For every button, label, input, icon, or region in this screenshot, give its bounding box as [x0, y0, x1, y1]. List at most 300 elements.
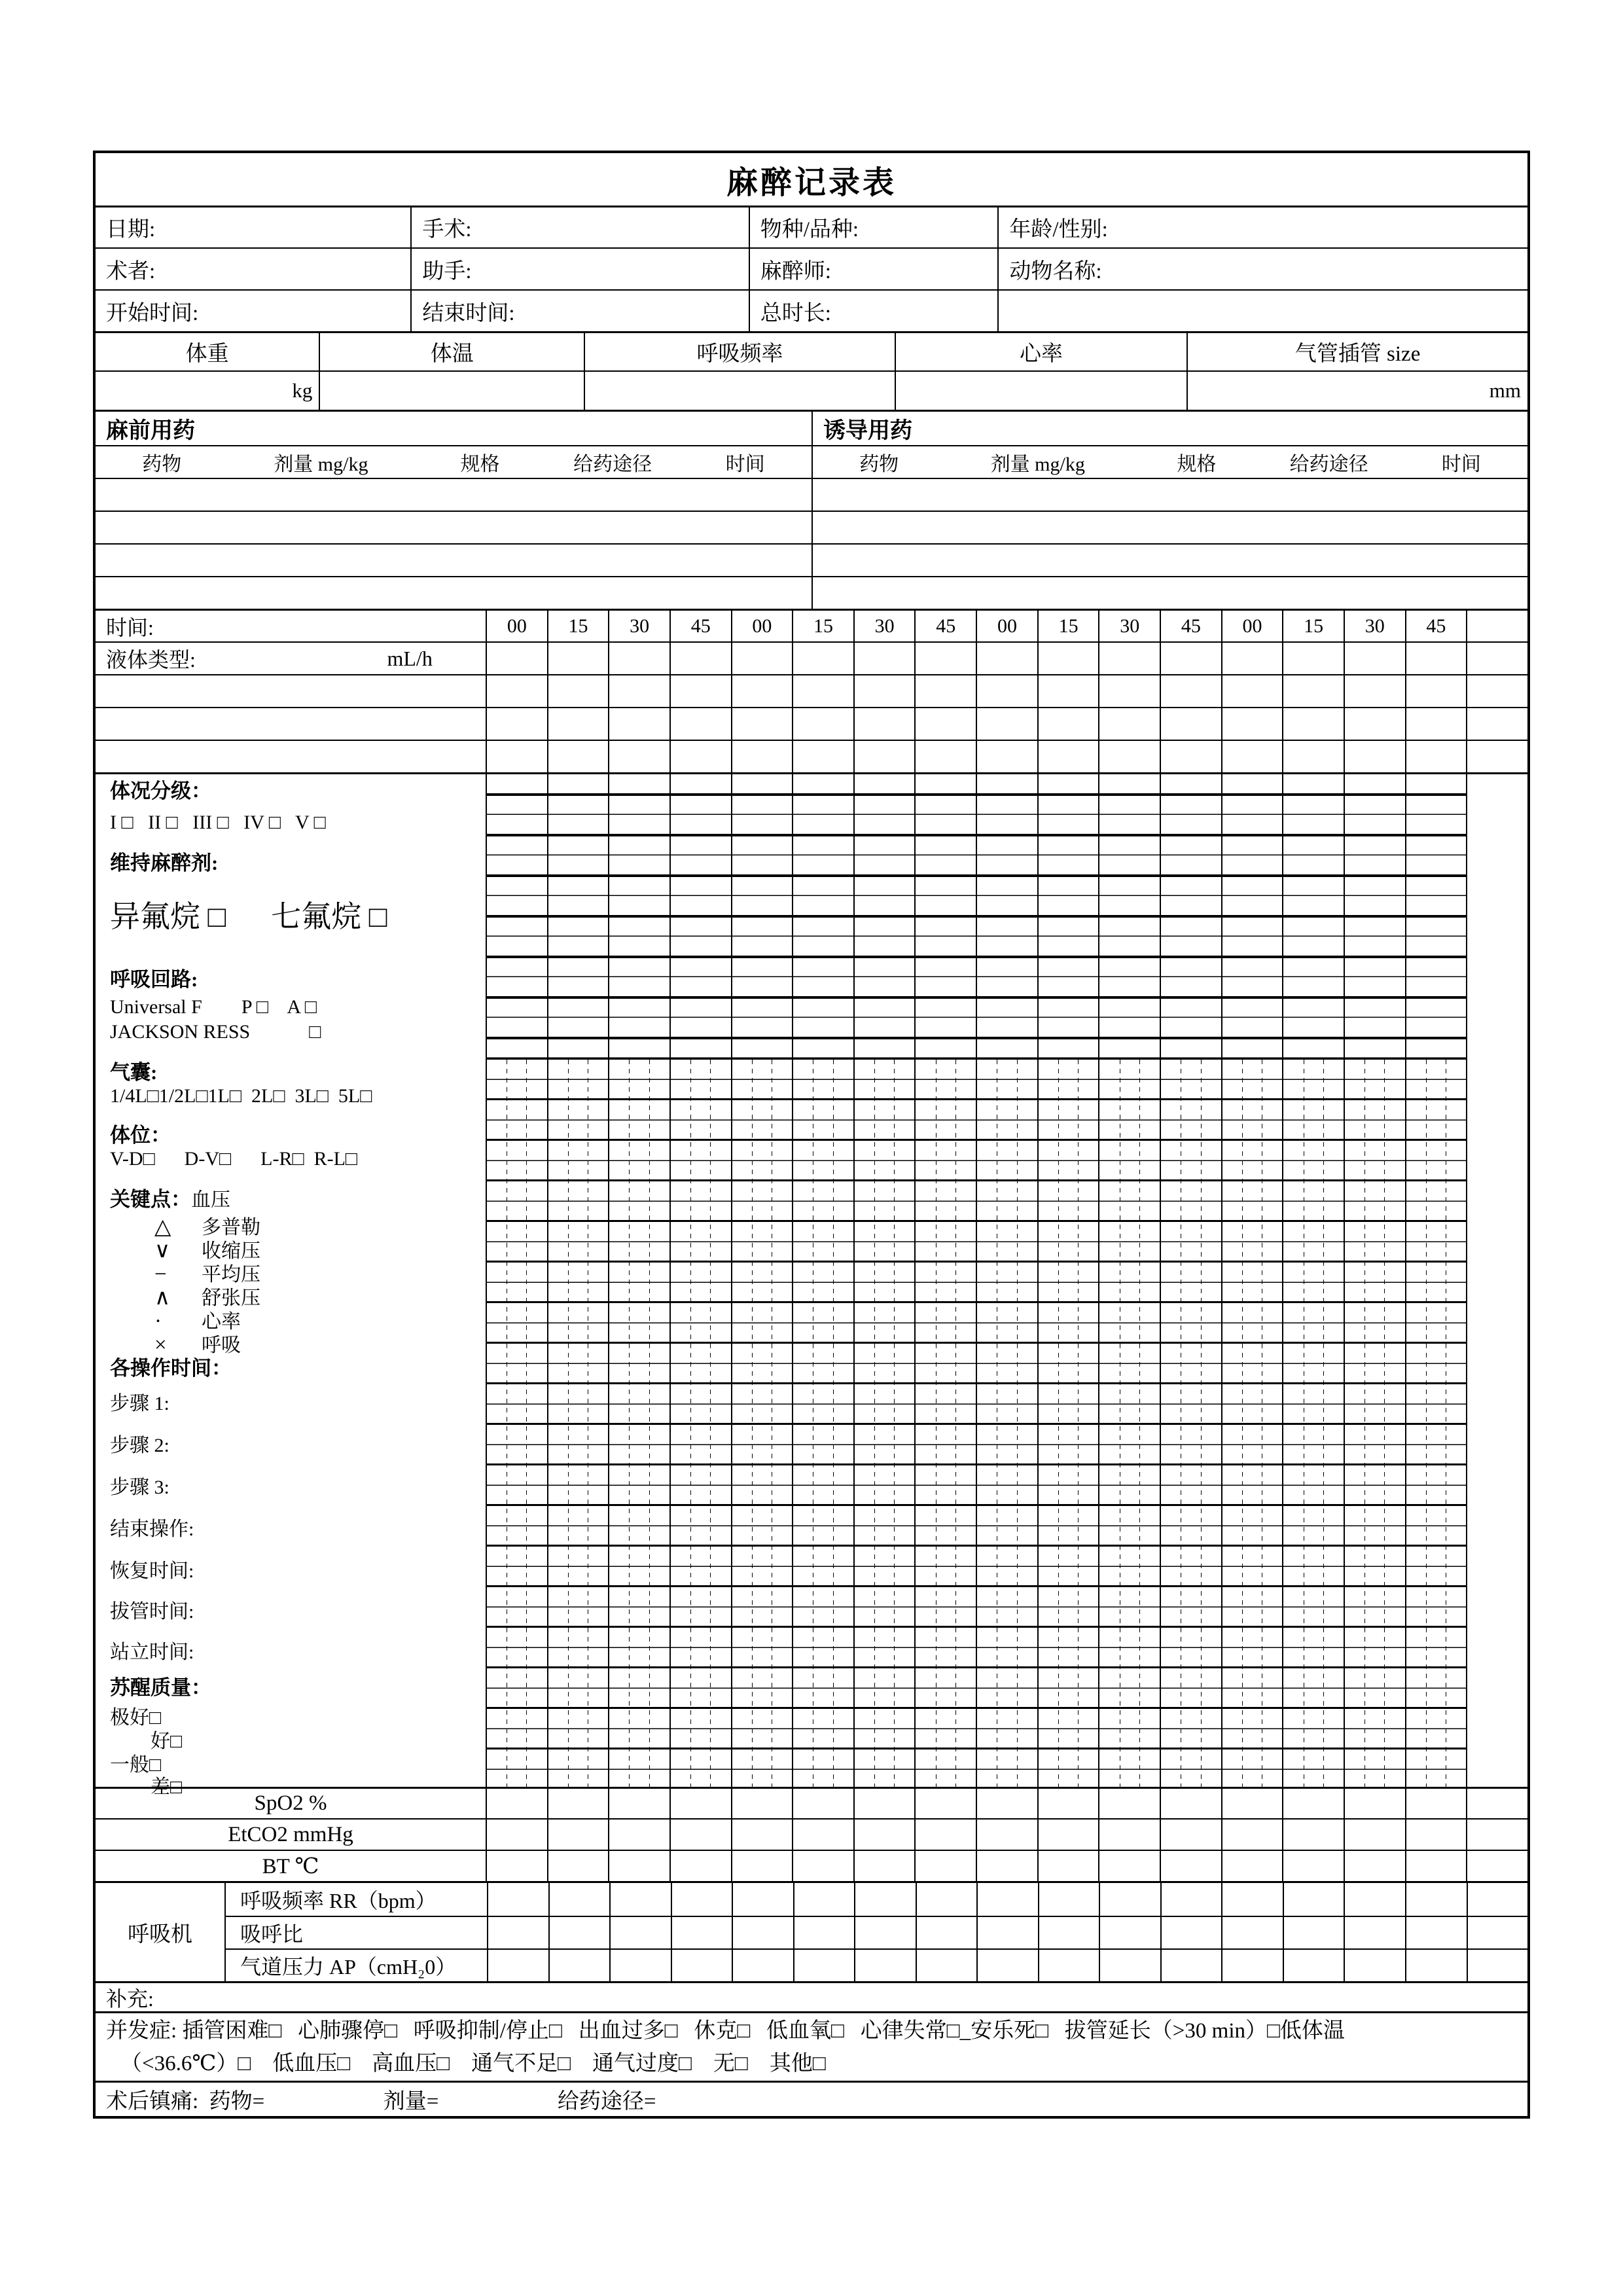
bt-entry-cell[interactable] [486, 1851, 547, 1881]
ventilator-ap-cell[interactable] [1038, 1950, 1099, 1981]
vitals-grid-area[interactable] [916, 1058, 976, 1787]
etco2-entry-cell[interactable] [1344, 1820, 1405, 1850]
sidebar-item[interactable]: 一般□ [110, 1754, 162, 1776]
vitals-grid-area[interactable] [732, 1058, 793, 1787]
spo2-entry-cell[interactable] [792, 1789, 853, 1818]
fluid-entry-cell[interactable] [731, 643, 793, 674]
spo2-entry-cell[interactable] [976, 1789, 1037, 1818]
percent-grid-area[interactable] [855, 774, 915, 1058]
sidebar-item[interactable]: 好□ [151, 1731, 183, 1752]
sidebar-item[interactable]: ∧ 舒张压 [154, 1286, 260, 1310]
vitals-grid-area[interactable] [855, 1058, 915, 1787]
percent-grid-area[interactable] [487, 774, 547, 1058]
percent-grid-area[interactable] [1406, 774, 1467, 1058]
infusion-entry-cell[interactable] [731, 675, 793, 707]
chart-grid-column[interactable] [486, 774, 547, 1787]
fluid-entry-cell[interactable] [792, 643, 853, 674]
sidebar-item[interactable]: 步骤 2: [110, 1435, 169, 1456]
complications-line-1[interactable]: 并发症: 插管困难□ 心肺骤停□ 呼吸抑制/停止□ 出血过多□ 休克□ 低血氧□ 心律失常□_安乐死□ 拔管延长（>30 min）□低体温 [106, 2018, 1345, 2043]
infusion-entry-cell[interactable] [669, 675, 731, 707]
ventilator-ap-cell[interactable] [487, 1950, 548, 1981]
ventilator-rr-cell[interactable] [1221, 1883, 1283, 1916]
infusion-entry-cell[interactable] [853, 708, 915, 740]
info-field[interactable]: 手术: [410, 207, 748, 247]
vitals-grid-area[interactable] [1345, 1058, 1405, 1787]
sidebar-item[interactable]: 差□ [151, 1776, 183, 1798]
vitals-value-field[interactable]: mm [1186, 372, 1527, 410]
infusion-entry-cell[interactable] [853, 675, 915, 707]
bt-entry-cell[interactable] [914, 1851, 976, 1881]
fluid-entry-cell[interactable] [1098, 643, 1160, 674]
bt-entry-cell[interactable] [669, 1851, 731, 1881]
etco2-entry-cell[interactable] [1098, 1820, 1160, 1850]
sidebar-item[interactable]: V-D□ D-V□ L-R□ R-L□ [110, 1148, 358, 1170]
sidebar-item[interactable]: 步骤 1: [110, 1393, 169, 1414]
chart-grid-column[interactable] [1160, 774, 1221, 1787]
infusion-entry-cell[interactable] [1466, 708, 1527, 740]
bt-entry-cell[interactable] [1221, 1851, 1283, 1881]
fluid-entry-cell[interactable] [1466, 643, 1527, 674]
ventilator-rr-cell[interactable] [1038, 1883, 1099, 1916]
infusion-label-cell[interactable] [96, 675, 486, 707]
percent-grid-area[interactable] [793, 774, 853, 1058]
fluid-entry-cell[interactable] [547, 643, 609, 674]
premed-entry-cell[interactable] [96, 512, 812, 543]
vitals-grid-area[interactable] [609, 1058, 669, 1787]
ventilator-rr-cell[interactable] [671, 1883, 732, 1916]
infusion-entry-cell[interactable] [547, 675, 609, 707]
fluid-entry-cell[interactable] [853, 643, 915, 674]
sidebar-item[interactable]: 呼吸回路: [110, 968, 198, 991]
etco2-entry-cell[interactable] [792, 1820, 853, 1850]
infusion-entry-cell[interactable] [1282, 741, 1344, 772]
spo2-entry-cell[interactable] [1344, 1789, 1405, 1818]
sidebar-item[interactable]: 结束操作: [110, 1518, 194, 1540]
bt-entry-cell[interactable] [1405, 1851, 1467, 1881]
infusion-entry-cell[interactable] [1098, 675, 1160, 707]
vitals-grid-area[interactable] [1039, 1058, 1099, 1787]
drug-column-header: 规格 [1177, 454, 1217, 475]
spo2-entry-cell[interactable] [1037, 1789, 1099, 1818]
etco2-entry-cell[interactable] [731, 1820, 793, 1850]
infusion-entry-cell[interactable] [547, 708, 609, 740]
chart-grid-column[interactable] [1221, 774, 1283, 1787]
info-field[interactable]: 术者: [106, 259, 156, 283]
infusion-entry-cell[interactable] [792, 741, 853, 772]
ventilator-ie-cell[interactable] [487, 1917, 548, 1948]
info-field[interactable]: 物种/品种: [749, 207, 998, 247]
etco2-entry-cell[interactable] [976, 1820, 1037, 1850]
info-field[interactable]: 总时长: [749, 291, 998, 331]
infusion-entry-cell[interactable] [1344, 708, 1405, 740]
etco2-entry-cell[interactable] [1160, 1820, 1221, 1850]
ventilator-ie-cell[interactable] [609, 1917, 671, 1948]
percent-grid-area[interactable] [732, 774, 793, 1058]
info-field[interactable]: 动物名称: [997, 249, 1527, 289]
ventilator-ie-cell[interactable] [1283, 1917, 1344, 1948]
etco2-entry-cell[interactable] [1405, 1820, 1467, 1850]
info-field[interactable]: 开始时间: [106, 301, 199, 325]
infusion-entry-cell[interactable] [1160, 675, 1221, 707]
bt-entry-cell[interactable] [1466, 1851, 1527, 1881]
ventilator-ap-cell[interactable] [976, 1950, 1038, 1981]
infusion-entry-cell[interactable] [1405, 741, 1467, 772]
etco2-row [96, 1818, 1527, 1850]
induction-entry-cell[interactable] [812, 479, 1527, 511]
infusion-entry-cell[interactable] [1037, 741, 1099, 772]
ventilator-ap-cell[interactable] [671, 1950, 732, 1981]
sidebar-item[interactable]: △ 多普勒 [154, 1215, 260, 1239]
time-tick-cell: 15 [547, 611, 609, 641]
sidebar-item[interactable]: · 心率 [154, 1310, 241, 1333]
percent-grid-area[interactable] [671, 774, 731, 1058]
ventilator-ie-cell[interactable] [671, 1917, 732, 1948]
fluid-entry-cell[interactable] [914, 643, 976, 674]
chart-grid-column[interactable] [792, 774, 853, 1787]
bt-entry-cell[interactable] [731, 1851, 793, 1881]
info-field[interactable]: 助手: [410, 249, 748, 289]
infusion-entry-cell[interactable] [1098, 708, 1160, 740]
infusion-entry-cell[interactable] [976, 708, 1037, 740]
induction-entry-cell[interactable] [812, 577, 1527, 609]
infusion-entry-cell[interactable] [486, 708, 547, 740]
percent-grid-area[interactable] [1099, 774, 1160, 1058]
premed-entry-cell[interactable] [96, 577, 812, 609]
etco2-entry-cell[interactable] [608, 1820, 669, 1850]
chart-grid-column[interactable] [547, 774, 609, 1787]
infusion-entry-cell[interactable] [486, 675, 547, 707]
infusion-entry-cell[interactable] [608, 675, 669, 707]
percent-grid-area[interactable] [609, 774, 669, 1058]
sidebar-item[interactable]: 各操作时间： [110, 1357, 232, 1380]
chart-grid-column[interactable] [669, 774, 731, 1787]
drug-entry-row [96, 543, 1527, 576]
ventilator-ap-cell[interactable] [1283, 1950, 1344, 1981]
infusion-label-cell[interactable] [96, 741, 486, 772]
ventilator-ie-cell[interactable] [1160, 1917, 1222, 1948]
premed-entry-cell[interactable] [96, 545, 812, 576]
ventilator-rr-cell[interactable] [1405, 1883, 1467, 1916]
infusion-entry-cell[interactable] [976, 675, 1037, 707]
vitals-grid-area[interactable] [487, 1058, 547, 1787]
fluid-entry-cell[interactable] [669, 643, 731, 674]
vitals-grid-area[interactable] [1222, 1058, 1283, 1787]
ventilator-ie-cell[interactable] [1405, 1917, 1467, 1948]
spo2-row [96, 1787, 1527, 1818]
ventilator-ap-cell[interactable] [609, 1950, 671, 1981]
vitals-grid-area[interactable] [548, 1058, 609, 1787]
ventilator-ie-cell[interactable] [793, 1917, 855, 1948]
ventilator-ap-cell[interactable] [854, 1950, 916, 1981]
infusion-entry-cell[interactable] [792, 708, 853, 740]
sidebar-item[interactable]: − 平均压 [154, 1263, 260, 1286]
vitals-grid-area[interactable] [1099, 1058, 1160, 1787]
percent-grid-area[interactable] [548, 774, 609, 1058]
sidebar-item[interactable]: 1/4L□1/2L□1L□ 2L□ 3L□ 5L□ [110, 1085, 372, 1107]
vitals-grid-area[interactable] [1161, 1058, 1221, 1787]
fluid-entry-cell[interactable] [1160, 643, 1221, 674]
ventilator-ie-cell[interactable] [1344, 1917, 1405, 1948]
ventilator-rr-cell[interactable] [732, 1883, 793, 1916]
ventilator-ie-cell[interactable] [548, 1917, 610, 1948]
ventilator-ie-cell[interactable] [732, 1917, 793, 1948]
spo2-entry-cell[interactable] [669, 1789, 731, 1818]
info-field[interactable]: 结束时间: [410, 291, 748, 331]
ventilator-rr-cell[interactable] [548, 1883, 610, 1916]
drug-column-header: 剂量 mg/kg [274, 454, 368, 475]
ventilator-ap-cell[interactable] [548, 1950, 610, 1981]
spo2-entry-cell[interactable] [1466, 1789, 1527, 1818]
ventilator-rr-label: 呼吸频率 RR（bpm） [240, 1889, 437, 1912]
bt-entry-cell[interactable] [1098, 1851, 1160, 1881]
infusion-entry-cell[interactable] [669, 741, 731, 772]
sidebar-item[interactable]: 体位： [110, 1124, 171, 1147]
vitals-grid-area[interactable] [1406, 1058, 1467, 1787]
chart-grid-column[interactable] [1282, 774, 1344, 1787]
infusion-entry-cell[interactable] [914, 708, 976, 740]
time-tick-cell: 00 [486, 611, 547, 641]
fluid-entry-cell[interactable] [608, 643, 669, 674]
bt-entry-cell[interactable] [608, 1851, 669, 1881]
sidebar-item[interactable]: × 呼吸 [154, 1333, 241, 1357]
ventilator-ie-cell[interactable] [1038, 1917, 1099, 1948]
infusion-label-cell[interactable] [96, 708, 486, 740]
ventilator-rr-cell[interactable] [916, 1883, 977, 1916]
ventilator-ap-cell[interactable] [916, 1950, 977, 1981]
premed-entry-cell[interactable] [96, 479, 812, 511]
sidebar-item[interactable]: JACKSON RESS □ [110, 1021, 321, 1043]
info-field[interactable]: 麻醉师: [749, 249, 998, 289]
sidebar-item[interactable]: Universal F P □ A □ [110, 996, 317, 1018]
postop-analgesia-row[interactable]: 术后镇痛: 药物= 剂量= 给药途径= [96, 2081, 1527, 2116]
percent-grid-area[interactable] [977, 774, 1037, 1058]
infusion-entry-cell[interactable] [1466, 741, 1527, 772]
ventilator-ap-cell[interactable] [1467, 1950, 1528, 1981]
bt-entry-cell[interactable] [1282, 1851, 1344, 1881]
sidebar-item[interactable]: 极好□ [110, 1707, 162, 1729]
bt-cells [486, 1851, 1527, 1881]
chart-grid-column[interactable] [976, 774, 1037, 1787]
sidebar-item[interactable]: 异氟烷 □ 七氟烷 □ [110, 900, 387, 933]
chart-grid-column[interactable] [731, 774, 793, 1787]
ventilator-ie-cell[interactable] [1221, 1917, 1283, 1948]
sidebar-item[interactable]: 站立时间: [110, 1641, 194, 1663]
infusion-entry-cell[interactable] [792, 675, 853, 707]
sidebar-item[interactable]: 苏醒质量： [110, 1676, 211, 1699]
ventilator-rr-cell[interactable] [1160, 1883, 1222, 1916]
bt-entry-cell[interactable] [1344, 1851, 1405, 1881]
etco2-entry-cell[interactable] [486, 1820, 547, 1850]
etco2-entry-cell[interactable] [1037, 1820, 1099, 1850]
infusion-cells [486, 708, 1527, 740]
infusion-entry-cell[interactable] [914, 741, 976, 772]
spo2-entry-cell[interactable] [1221, 1789, 1283, 1818]
vitals-grid-area[interactable] [793, 1058, 853, 1787]
percent-grid-area[interactable] [1222, 774, 1283, 1058]
premed-title: 麻前用药 [106, 419, 195, 443]
vitals-grid-area[interactable] [1283, 1058, 1344, 1787]
ventilator-ap-cell[interactable] [1405, 1950, 1467, 1981]
ventilator-rr-cell[interactable] [793, 1883, 855, 1916]
sidebar-item[interactable]: 体况分级： [110, 780, 211, 802]
sidebar-item[interactable]: 拔管时间: [110, 1601, 194, 1623]
infusion-entry-cell[interactable] [608, 741, 669, 772]
spo2-entry-cell[interactable] [1405, 1789, 1467, 1818]
infusion-cells [486, 741, 1527, 772]
percent-grid-area[interactable] [1161, 774, 1221, 1058]
infusion-entry-cell[interactable] [976, 741, 1037, 772]
spo2-entry-cell[interactable] [1160, 1789, 1221, 1818]
percent-grid-area[interactable] [1345, 774, 1405, 1058]
etco2-entry-cell[interactable] [853, 1820, 915, 1850]
bt-label: BT ℃ [262, 1855, 319, 1878]
ventilator-rr-cell[interactable] [1099, 1883, 1160, 1916]
ventilator-rr-row [226, 1883, 1527, 1916]
etco2-entry-cell[interactable] [1282, 1820, 1344, 1850]
fluid-entry-cell[interactable] [1282, 643, 1344, 674]
infusion-entry-cell[interactable] [669, 708, 731, 740]
ventilator-ie-cell[interactable] [854, 1917, 916, 1948]
fluid-entry-cell[interactable] [486, 643, 547, 674]
ventilator-rr-cell[interactable] [854, 1883, 916, 1916]
chart-grid-column[interactable] [1098, 774, 1160, 1787]
ventilator-rr-cell[interactable] [1344, 1883, 1405, 1916]
etco2-entry-cell[interactable] [547, 1820, 609, 1850]
sidebar-item[interactable]: ∨ 收缩压 [154, 1239, 260, 1263]
time-tick-cell: 45 [914, 611, 976, 641]
percent-grid-area[interactable] [916, 774, 976, 1058]
info-field[interactable] [997, 291, 1527, 331]
vitals-value-field[interactable] [319, 372, 584, 410]
bt-entry-cell[interactable] [1160, 1851, 1221, 1881]
spo2-entry-cell[interactable] [608, 1789, 669, 1818]
infusion-entry-cell[interactable] [1160, 708, 1221, 740]
infusion-entry-cell[interactable] [1405, 708, 1467, 740]
infusion-entry-cell[interactable] [1221, 741, 1283, 772]
infusion-entry-cell[interactable] [1282, 675, 1344, 707]
bt-entry-cell[interactable] [976, 1851, 1037, 1881]
etco2-entry-cell[interactable] [1221, 1820, 1283, 1850]
percent-grid-area[interactable] [1039, 774, 1099, 1058]
spo2-entry-cell[interactable] [547, 1789, 609, 1818]
infusion-entry-cell[interactable] [1344, 675, 1405, 707]
ventilator-ie-cell[interactable] [976, 1917, 1038, 1948]
spo2-entry-cell[interactable] [914, 1789, 976, 1818]
etco2-entry-cell[interactable] [669, 1820, 731, 1850]
ventilator-rr-cell[interactable] [1467, 1883, 1528, 1916]
fluid-entry-cell[interactable] [1405, 643, 1467, 674]
chart-grid-column[interactable] [608, 774, 669, 1787]
spo2-entry-cell[interactable] [731, 1789, 793, 1818]
ventilator-ap-cell[interactable] [1344, 1950, 1405, 1981]
infusion-entry-cell[interactable] [1221, 675, 1283, 707]
infusion-entry-cell[interactable] [1344, 741, 1405, 772]
fluid-label [96, 643, 486, 674]
infusion-entry-cell[interactable] [547, 741, 609, 772]
bt-entry-cell[interactable] [853, 1851, 915, 1881]
infusion-entry-cell[interactable] [1037, 708, 1099, 740]
chart-grid-column[interactable] [853, 774, 915, 1787]
sidebar-item[interactable]: 气囊: [110, 1061, 158, 1084]
vitals-grid-area[interactable] [977, 1058, 1037, 1787]
fluid-entry-cell[interactable] [1221, 643, 1283, 674]
infusion-entry-cell[interactable] [1405, 675, 1467, 707]
etco2-entry-cell[interactable] [914, 1820, 976, 1850]
chart-grid-column[interactable] [1037, 774, 1099, 1787]
bt-entry-cell[interactable] [792, 1851, 853, 1881]
chart-grid-column[interactable] [1405, 774, 1467, 1787]
complications-row[interactable] [96, 2011, 1527, 2081]
ventilator-ap-cell[interactable] [732, 1950, 793, 1981]
fluid-entry-cell[interactable] [1344, 643, 1405, 674]
infusion-entry-cell[interactable] [1160, 741, 1221, 772]
chart-grid-column[interactable] [914, 774, 976, 1787]
infusion-entry-cell[interactable] [1466, 675, 1527, 707]
vitals-value-field[interactable]: kg [292, 379, 313, 402]
vitals-grid-area[interactable] [671, 1058, 731, 1787]
ventilator-rr-cell[interactable] [976, 1883, 1038, 1916]
infusion-entry-cell[interactable] [1282, 708, 1344, 740]
ventilator-ap-cell[interactable] [1099, 1950, 1160, 1981]
sidebar-item[interactable]: I □ II □ III □ IV □ V □ [110, 812, 326, 833]
fluid-entry-cell[interactable] [976, 643, 1037, 674]
info-field[interactable]: 日期: [106, 218, 156, 242]
chart-section [96, 772, 1527, 1798]
spo2-entry-cell[interactable] [853, 1789, 915, 1818]
ventilator-ie-cell[interactable] [1467, 1917, 1528, 1948]
ventilator-rr-cell[interactable] [1283, 1883, 1344, 1916]
vitals-value-field[interactable] [895, 372, 1186, 410]
induction-entry-cell[interactable] [812, 512, 1527, 543]
ventilator-ap-cell[interactable] [1221, 1950, 1283, 1981]
infusion-entry-cell[interactable] [1221, 708, 1283, 740]
supplement-row[interactable]: 补充: [96, 1981, 1527, 2011]
infusion-entry-cell[interactable] [914, 675, 976, 707]
complications-line-2[interactable]: （<36.6℃）□ 低血压□ 高血压□ 通气不足□ 通气过度□ 无□ 其他□ [120, 2051, 826, 2075]
ventilator-ap-cell[interactable] [793, 1950, 855, 1981]
sidebar-item[interactable]: 维持麻醉剂: [110, 852, 219, 874]
spo2-entry-cell[interactable] [1282, 1789, 1344, 1818]
sidebar-item[interactable]: 步骤 3: [110, 1477, 169, 1498]
ventilator-rr-cell[interactable] [609, 1883, 671, 1916]
infusion-entry-cell[interactable] [608, 708, 669, 740]
bt-entry-cell[interactable] [547, 1851, 609, 1881]
infusion-entry-cell[interactable] [1037, 675, 1099, 707]
etco2-entry-cell[interactable] [1466, 1820, 1527, 1850]
infusion-entry-cell[interactable] [486, 741, 547, 772]
spo2-entry-cell[interactable] [486, 1789, 547, 1818]
time-tick-cell: 00 [976, 611, 1037, 641]
infusion-entry-cell[interactable] [731, 741, 793, 772]
info-field[interactable]: 年龄/性别: [997, 207, 1527, 247]
infusion-entry-cell[interactable] [1098, 741, 1160, 772]
sidebar-item[interactable]: 关键点：血压 [110, 1188, 230, 1211]
percent-grid-area[interactable] [1283, 774, 1344, 1058]
infusion-entry-cell[interactable] [731, 708, 793, 740]
ventilator-ie-cell[interactable] [1099, 1917, 1160, 1948]
spo2-entry-cell[interactable] [1098, 1789, 1160, 1818]
sidebar-item[interactable]: 恢复时间: [110, 1560, 194, 1582]
induction-entry-cell[interactable] [812, 545, 1527, 576]
ventilator-ap-cell[interactable] [1160, 1950, 1222, 1981]
chart-grid-column[interactable] [1344, 774, 1405, 1787]
infusion-entry-cell[interactable] [853, 741, 915, 772]
fluid-entry-cell[interactable] [1037, 643, 1099, 674]
vitals-value-field[interactable] [584, 372, 895, 410]
ventilator-rr-cell[interactable] [487, 1883, 548, 1916]
bt-entry-cell[interactable] [1037, 1851, 1099, 1881]
ventilator-ie-cell[interactable] [916, 1917, 977, 1948]
